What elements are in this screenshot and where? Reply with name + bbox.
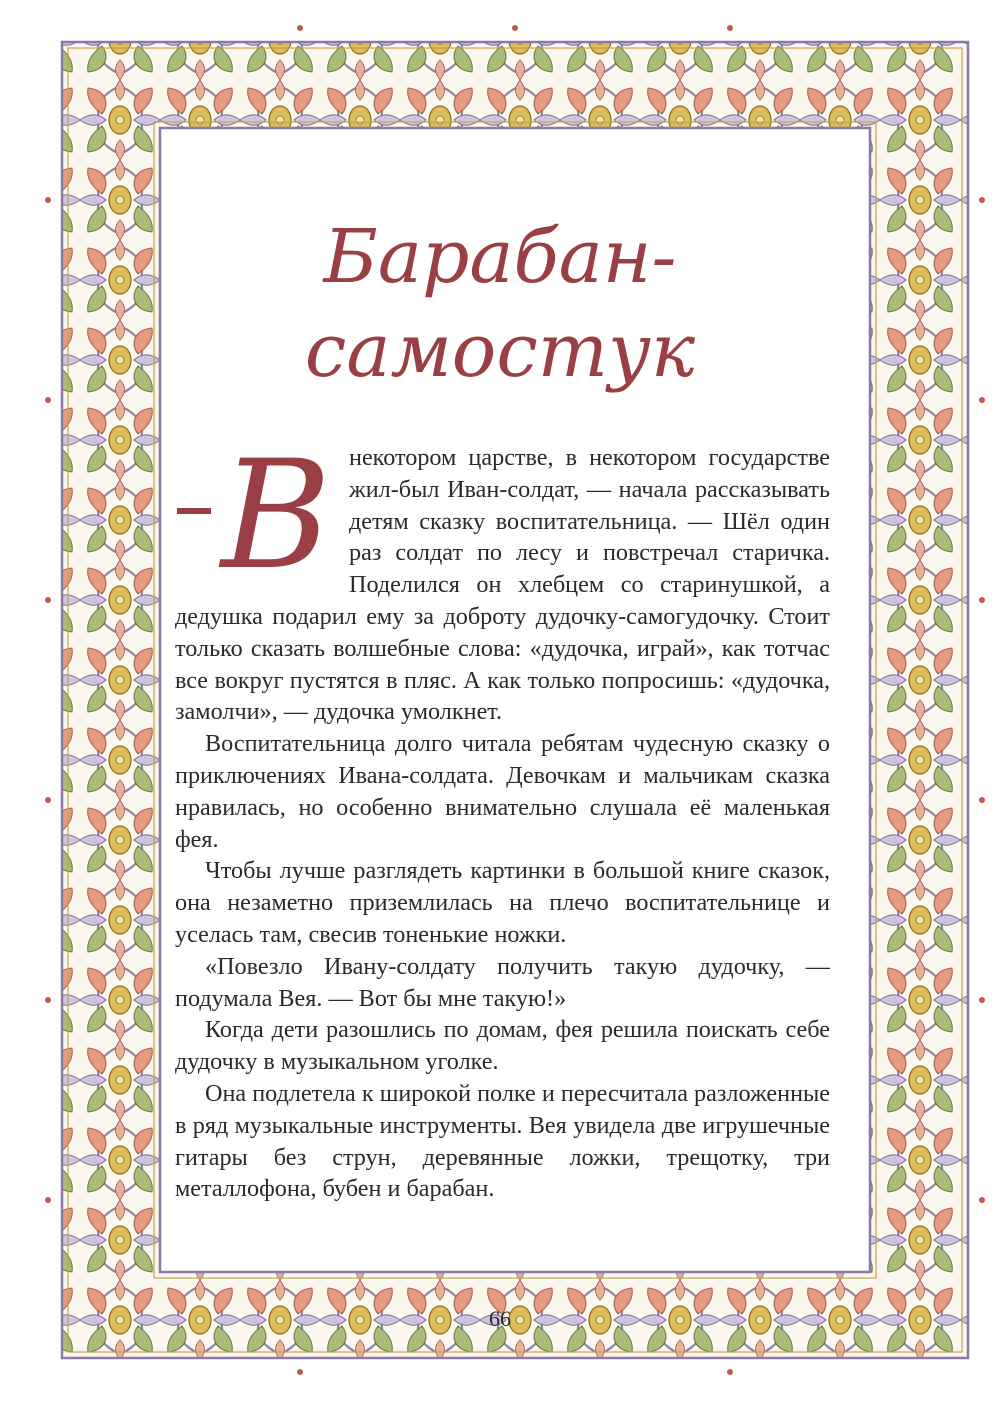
title-line-2: самостук bbox=[304, 308, 696, 394]
drop-cap bbox=[175, 429, 343, 603]
page-number: 66 bbox=[489, 1306, 511, 1331]
story-title bbox=[220, 210, 780, 398]
paragraph-3: Чтобы лучше разглядеть картинки в большой книге сказок, она незаметно приземлилась на плечо воспитательнице и уселась там, свесив тоненькие ножки. bbox=[175, 857, 830, 948]
paragraph-6: Она подлетела к широкой полке и пересчитала разложенные в ряд музыкальные инструменты. Вея увидела две игрушечные гитары без струн, деревянные ложки, трещотку, три металлофона, бубен и барабан. bbox=[175, 1079, 830, 1203]
paragraph-2: Воспитательница долго читала ребятам чудесную сказку о приключениях Ивана-солдата. Девочкам и мальчикам сказка нравилась, но особенно внимательно слушала её маленькая фея. bbox=[175, 730, 830, 853]
dropcap-dash bbox=[177, 508, 211, 514]
paragraph-1: некотором царстве, в некотором государстве жил-был Иван-солдат, — начала рассказывать детям сказку воспитательница. — Шёл один раз солдат по лесу и повстречал старичка. Поделился он хлебцем со старинушкой, а дедушка подарил ему за доброту дудочку-самогудочку. Стоит только сказать волшебные слова: «дудочка, играй», как тотчас все вокруг пустятся в пляс. А как только попросишь: «дудочка, замолчи», — дудочка умолкнет. bbox=[175, 444, 830, 726]
dropcap-letter: В bbox=[221, 429, 332, 603]
paragraph-5: Когда дети разошлись по домам, фея решила поискать себе дудочку в музыкальном уголке. bbox=[175, 1016, 830, 1076]
paragraph-4: «Повезло Ивану-солдату получить такую дудочку, — подумала Вея. — Вот бы мне такую!» bbox=[175, 952, 830, 1012]
title-line-1: Барабан- bbox=[323, 214, 677, 300]
story-text bbox=[175, 429, 830, 1205]
